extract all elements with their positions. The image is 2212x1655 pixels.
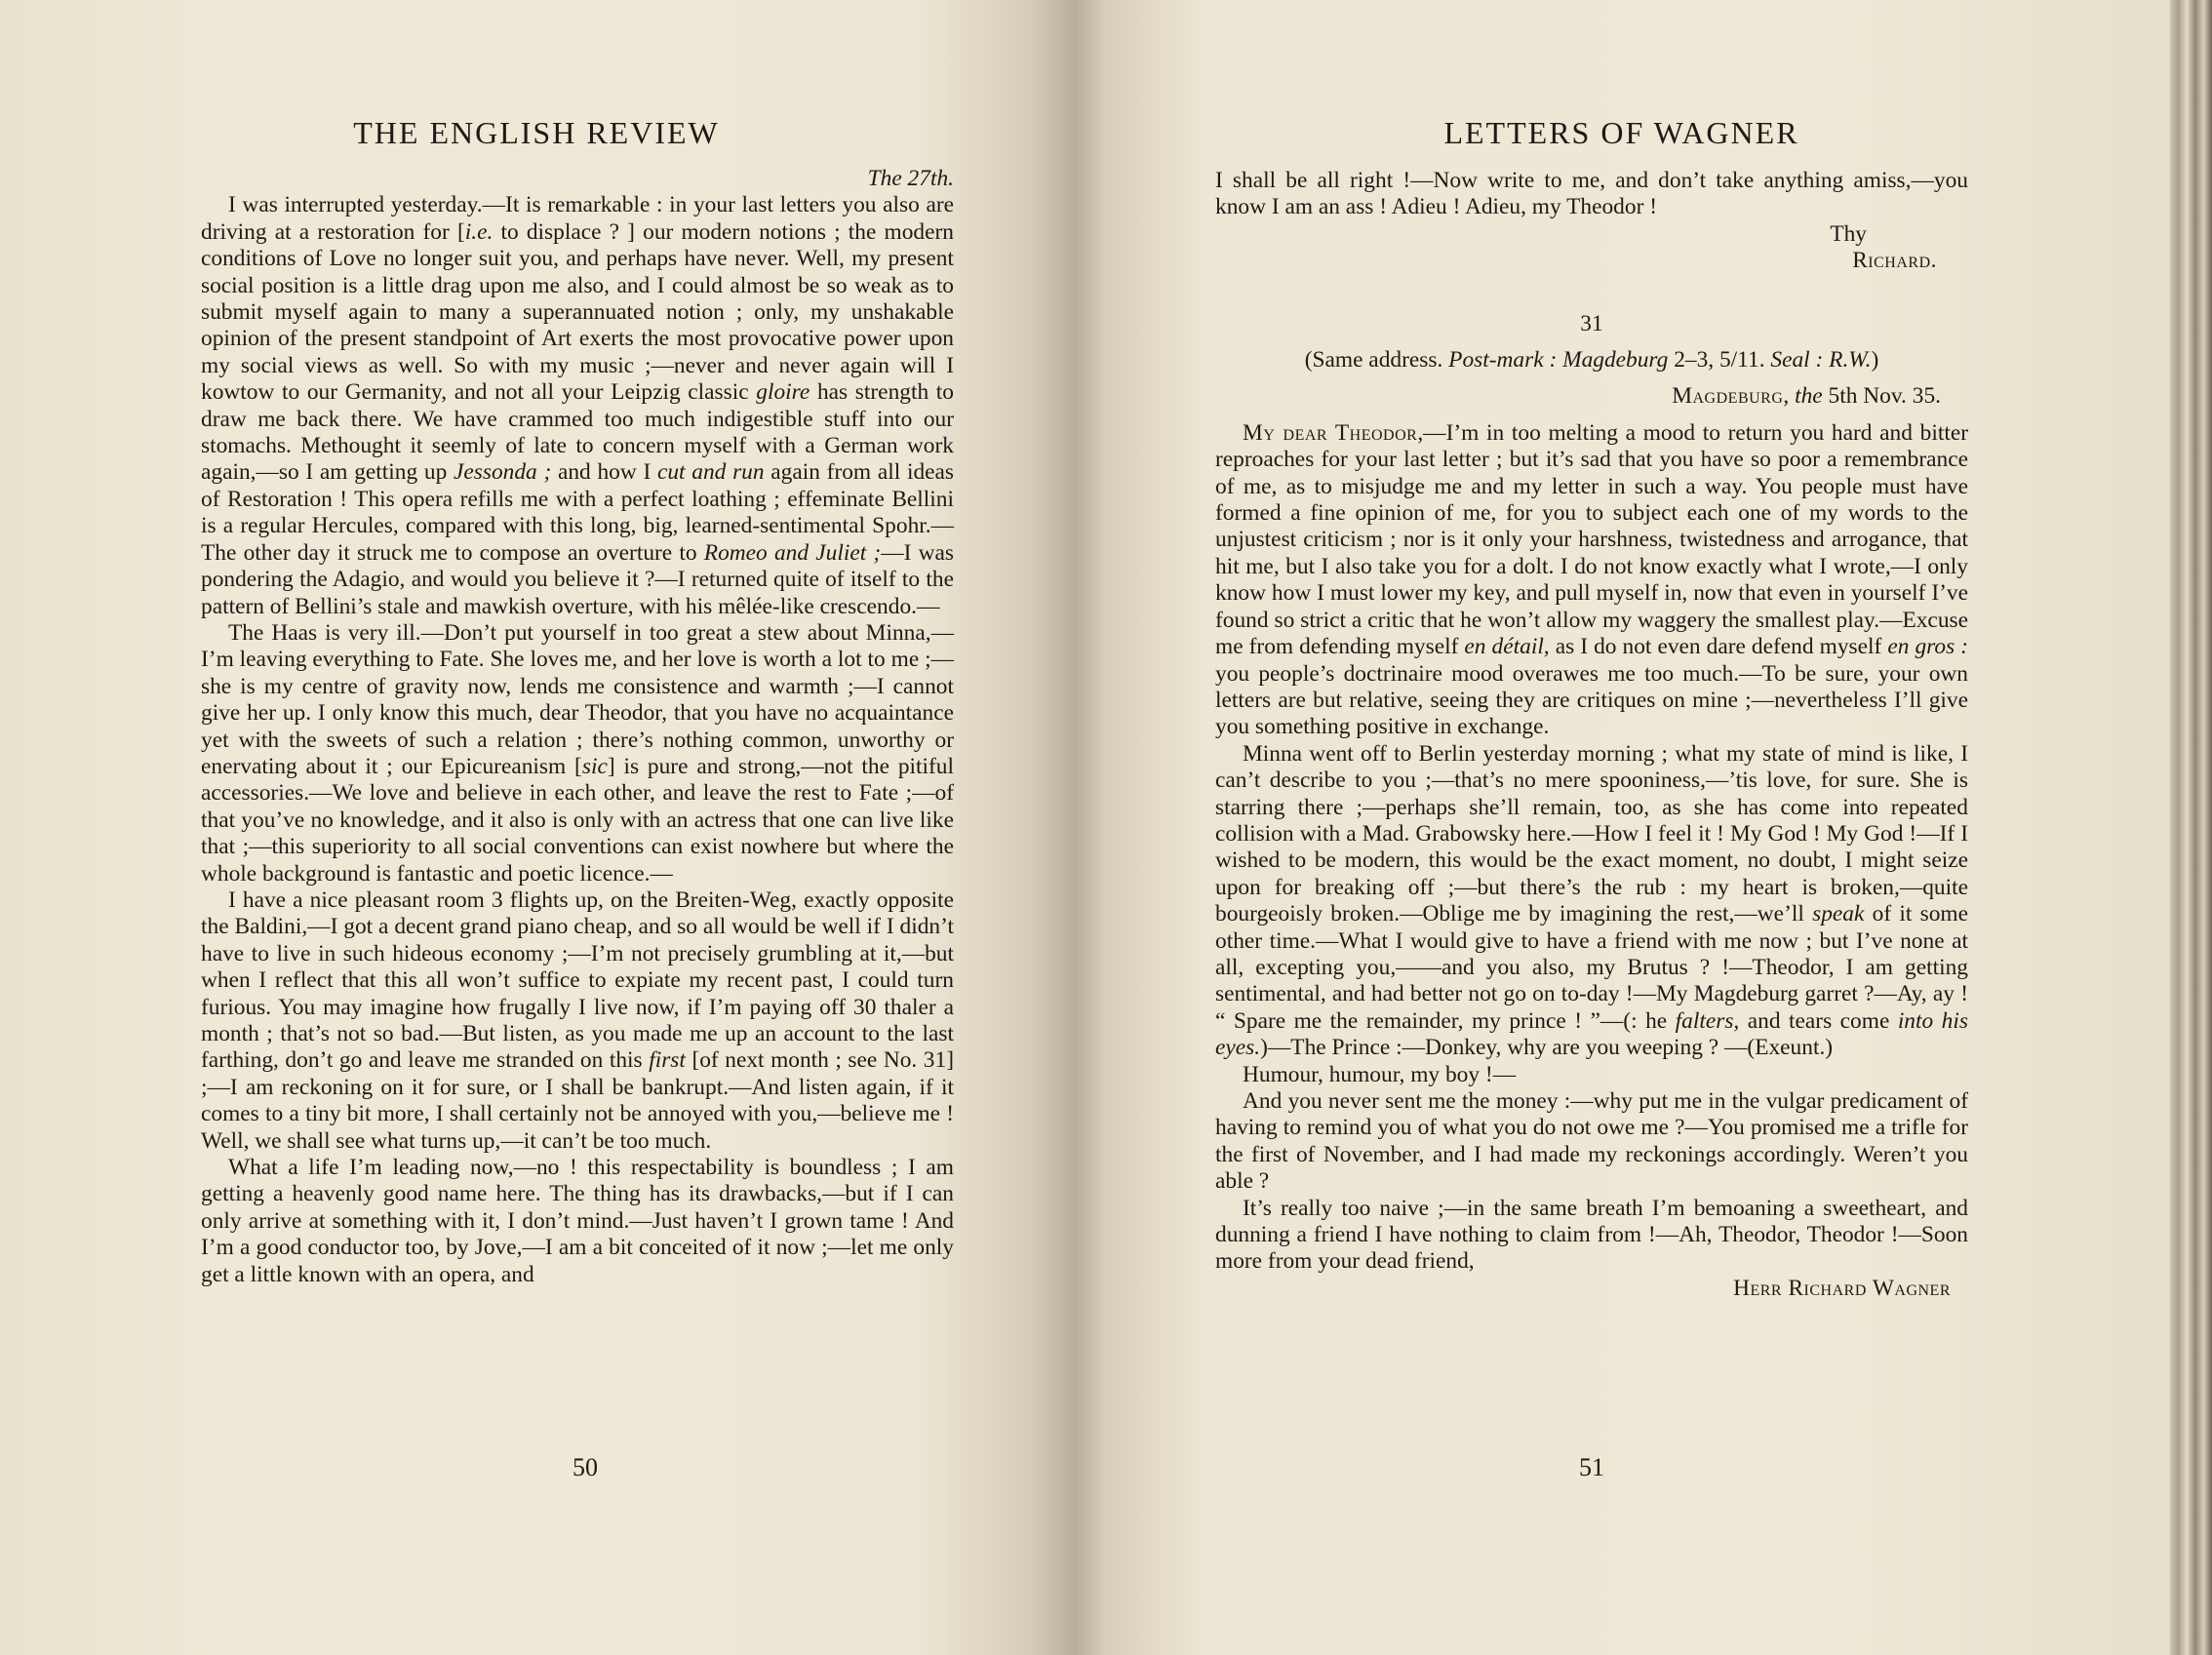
letter-dateline: Magdeburg, the 5th Nov. 35. — [1672, 383, 1941, 410]
page-number-right: 51 — [1579, 1453, 1604, 1481]
letter-address: (Same address. Post-mark : Magdeburg 2–3, 5/11. Seal : R.W.) — [1304, 347, 1879, 374]
page-number-left: 50 — [573, 1453, 598, 1481]
closing-thy: Thy — [1830, 220, 1867, 247]
paragraph: What a life I’m leading now,—no ! this respectability is boundless ; I am getting a heavenly good name here. The thing has its drawbacks,—but if I can only arrive at something with it, I don’t mind.—Just haven’t I grown tame ! And I’m a good conductor too, by Jove,—I am a bit conceited of it now ;—let me only get a little known with an opera, and — [201, 1155, 954, 1287]
paragraph: Minna went off to Berlin yesterday morning ; what my state of mind is like, I can’t describe to you ;—that’s no mere spooniness,—’tis love, for sure. She is starring there ;—perhaps she’ll remain, too, as she has come into repeated collision with a Mad. Grabowsky here.—How I feel it ! My God ! My God !—If I wished to be modern, this would be the exact moment, no doubt, I might seize upon for breaking off ;—but there’s the rub : my heart is broken,—quite bourgeoisly broken.—Oblige me by imagining the rest,—we’ll speak of it some other time.—What I would give to have a friend with me now ; but I’ve none at all, excepting you,——and you also, my Brutus ? !—Theodor, I am getting sentimental, and had better not go on to-day !—My Magdeburg garret ?—Ay, ay ! “ Spare me the remainder, my prince ! ”—(: he falters, and tears come into his eyes.)—The Prince :—Donkey, why are you weeping ? —(Exeunt.) — [1215, 740, 1968, 1061]
paragraph: It’s really too naive ;—in the same breath I’m bemoaning a sweetheart, and dunning a friend I have nothing to claim from !—Ah, Theodor, Theodor !—Soon more from your dead friend, — [1215, 1195, 1968, 1275]
salutation: My dear Theodor — [1243, 419, 1418, 446]
left-page-text — [201, 166, 954, 1288]
running-head-right: LETTERS OF WAGNER — [1443, 115, 1799, 150]
closing-name: Richard. — [1852, 248, 1937, 274]
paragraph: And you never sent me the money :—why put me in the vulgar predicament of having to remind you of what you do not owe me ?—You promised me a trifle for the first of November, and I had made my reckonings accordingly. Weren’t you able ? — [1215, 1088, 1968, 1195]
paragraph: I have a nice pleasant room 3 flights up, on the Breiten-Weg, exactly opposite the Baldini,—I got a decent grand piano cheap, and so all would be well if I didn’t have to live in such hideous economy ;—I’m not precisely grumbling at it,—but when I reflect that this all won’t suffice to expiate my recent past, I could turn furious. You may imagine how frugally I live now, if I’m paying off 30 thaler a month ; that’s not so bad.—But listen, as you made me up an account to the last farthing, don’t go and leave me stranded on this first [of next month ; see No. 31] ;—I am reckoning on it for sure, or I shall be bankrupt.—And listen again, if it comes to a tiny bit more, I shall certainly not be annoyed with you,—believe me ! Well, we shall see what turns up,—it can’t be too much. — [201, 887, 954, 1154]
paragraph: I was interrupted yesterday.—It is remarkable : in your last letters you also are driving at a restoration for [i.e. to displace ? ] our modern notions ; the modern conditions of Love no longer suit you, and perhaps have never. Well, my present social position is a little drag upon me also, and I could almost be so weak as to submit myself again to many a superannuated notion ; only, my unshakable opinion of the present standpoint of Art exerts the most provocative power upon my social views as well. So with my music ;—never and never again will I kowtow to our Germanity, and not all your Leipzig classic gloire has strength to draw me back there. We have crammed too much indigestible stuff into our stomachs. Methought it seemly of late to concern myself with a German work again,—so I am getting up Jessonda ; and how I cut and run again from all ideas of Restoration ! This opera refills me with a perfect loathing ; effeminate Bellini is a regular Hercules, compared with this long, big, learned-sentimental Spohr.—The other day it struck me to compose an overture to Romeo and Juliet ;—I was pondering the Adagio, and would you believe it ?—I returned quite of itself to the pattern of Bellini’s stale and mawkish overture, with his mêlée-like crescendo.— — [201, 192, 955, 619]
running-head-left: THE ENGLISH REVIEW — [353, 115, 720, 150]
paragraph: My dear Theodor,—I’m in too melting a mood to return you hard and bitter reproaches for your last letter ; but it’s sad that you have so poor a remembrance of me, as to misjudge me and my letter in such a way. You people must have formed a fine opinion of me, for you to subject each one of my words to the unjustest criticism ; nor is it only your harshness, twistedness and arrogance, that hit me, but I also take you for a dolt. I do not know exactly what I wrote,—I only know how I must lower my key, and pull myself in, now that even in yourself I’ve found so strict a critic that he won’t allow my waggery the smallest play.—Excuse me from defending myself en détail, as I do not even dare defend myself en gros : you people’s doctrinaire mood overawes me too much.—To be sure, your own letters are but relative, seeing they are critiques on mine ;—nevertheless I’ll give you something positive in exchange. — [1215, 419, 1969, 740]
letter-continuation: I shall be all right !—Now write to me, and don’t take anything amiss,—you know I am an ass ! Adieu ! Adieu, my Theodor ! — [1215, 168, 1968, 220]
page-edge — [2170, 0, 2212, 1655]
date-line: The 27th. — [867, 166, 954, 191]
signature: Herr Richard Wagner — [1733, 1275, 1951, 1301]
right-page-text — [1215, 168, 1968, 1302]
left-page — [0, 0, 1073, 1655]
paragraph: The Haas is very ill.—Don’t put yourself in too great a stew about Minna,—I’m leaving everything to Fate. She loves me, and her love is worth a lot to me ;—she is my centre of gravity now, lends me consistence and warmth ;—I cannot give her up. I only know this much, dear Theodor, that you have no acquaintance yet with the sweets of such a relation ; there’s nothing common, unworthy or enervating about it ; our Epicureanism [sic] is pure and strong,—not the pitiful accessories.—We love and believe in each other, and leave the rest to Fate ;—of that you’ve no knowledge, and it also is only with an actress that one can live like that ;—this superiority to all social conventions can exist nowhere but where the whole background is fantastic and poetic licence.— — [201, 619, 954, 887]
letter-number: 31 — [1580, 310, 1603, 336]
paragraph: Humour, humour, my boy !— — [1243, 1061, 1517, 1087]
